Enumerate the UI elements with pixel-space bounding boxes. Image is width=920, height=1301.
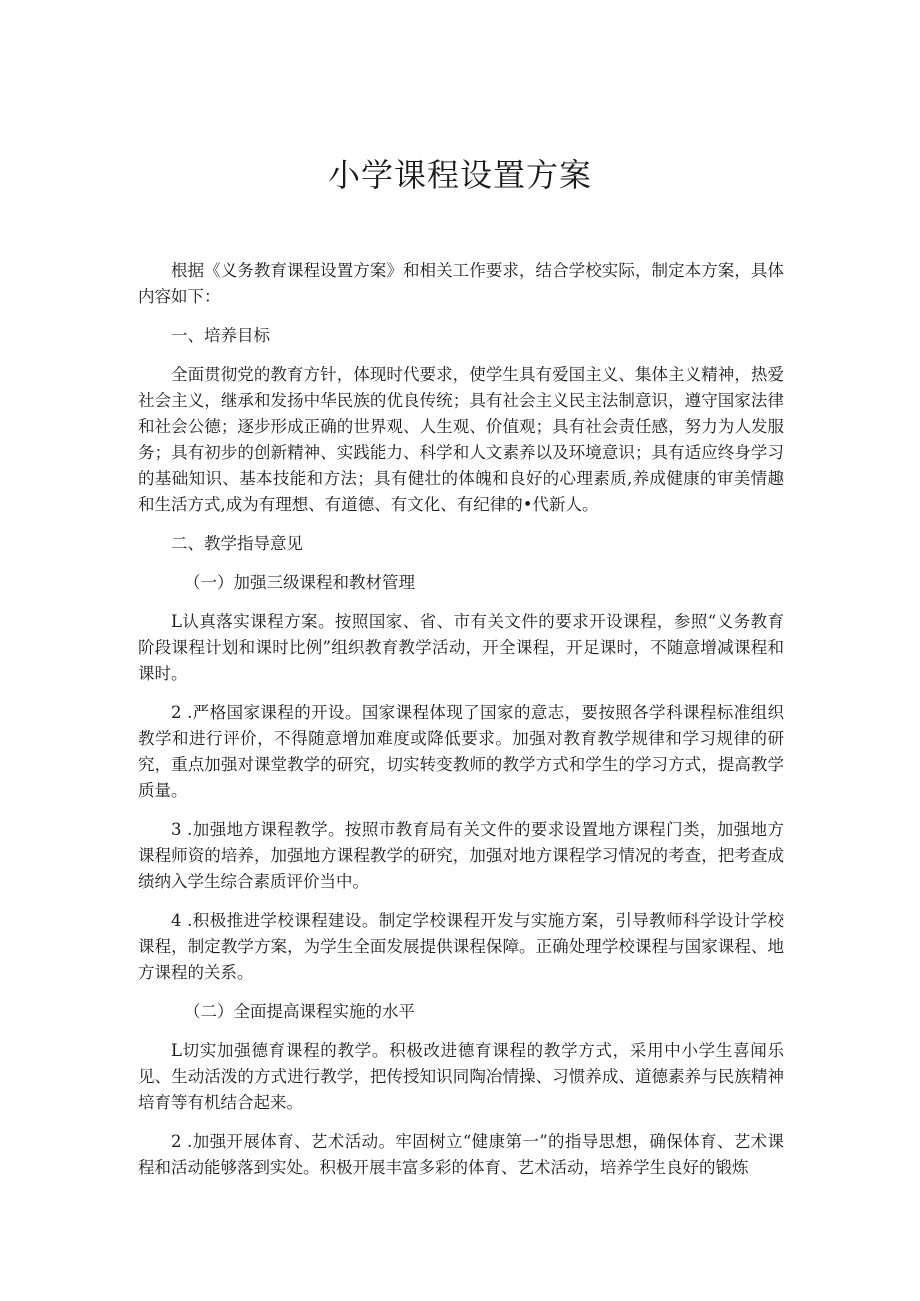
document-body <box>138 258 784 1194</box>
goals-paragraph: 全面贯彻党的教育方针，体现时代要求，使学生具有爱国主义、集体主义精神，热爱社会主义，继承和发扬中华民族的优良传统；具有社会主义民主法制意识，遵守国家法律和社会公德；逐步形成正确的世界观、人生观、价值观；具有社会责任感，努力为人发服务；具有初步的创新精神、实践能力、科学和人文素养以及环境意识；具有适应终身学习的基础知识、基本技能和方法；具有健壮的体魄和良好的心理素质,养成健康的审美情趣和生活方式,成为有理想、有道德、有文化、有纪律的•代新人。 <box>138 365 784 514</box>
list-item: 3 .加强地方课程教学。按照市教育局有关文件的要求设置地方课程门类，加强地方课程师资的培养，加强地方课程教学的研究，加强对地方课程学习情况的考查，把考查成绩纳入学生综合素质评价当中。 <box>138 820 784 891</box>
list-item: L认真落实课程方案。按照国家、省、市有关文件的要求开设课程，参照“义务教育阶段课程计划和课时比例”组织教育教学活动，开全课程，开足课时，不随意增减课程和课时。 <box>138 612 784 683</box>
list-item: 4 .积极推进学校课程建设。制定学校课程开发与实施方案，引导教师科学设计学校课程，制定教学方案，为学生全面发展提供课程保障。正确处理学校课程与国家课程、地方课程的关系。 <box>138 911 784 982</box>
section-heading-guidance: 二、教学指导意见 <box>171 534 303 553</box>
list-item: L切实加强德育课程的教学。积极改进德育课程的教学方式，采用中小学生喜闻乐见、生动活泼的方式进行教学，把传授知识同陶冶情操、习惯养成、道德素养与民族精神培育等有机结合起来。 <box>138 1041 784 1112</box>
section-heading-goals: 一、培养目标 <box>171 326 270 345</box>
subsection-heading-management: （一）加强三级课程和教材管理 <box>184 573 415 592</box>
list-item: 2 .严格国家课程的开设。国家课程体现了国家的意志，要按照各学科课程标准组织教学和进行评价，不得随意增加难度或降低要求。加强对教育教学规律和学习规律的研究，重点加强对课堂教学的研究，切实转变教师的教学方式和学生的学习方式，提高教学质量。 <box>138 703 784 800</box>
page-title: 小学课程设置方案 <box>327 156 592 194</box>
intro-paragraph: 根据《义务教育课程设置方案》和相关工作要求，结合学校实际，制定本方案，具体内容如下： <box>138 261 784 306</box>
subsection-heading-implementation: （二）全面提高课程实施的水平 <box>184 1002 415 1021</box>
list-item: 2 .加强开展体育、艺术活动。牢固树立“健康第一”的指导思想，确保体育、艺术课程和活动能够落到实处。积极开展丰富多彩的体育、艺术活动，培养学生良好的锻炼 <box>138 1132 784 1177</box>
